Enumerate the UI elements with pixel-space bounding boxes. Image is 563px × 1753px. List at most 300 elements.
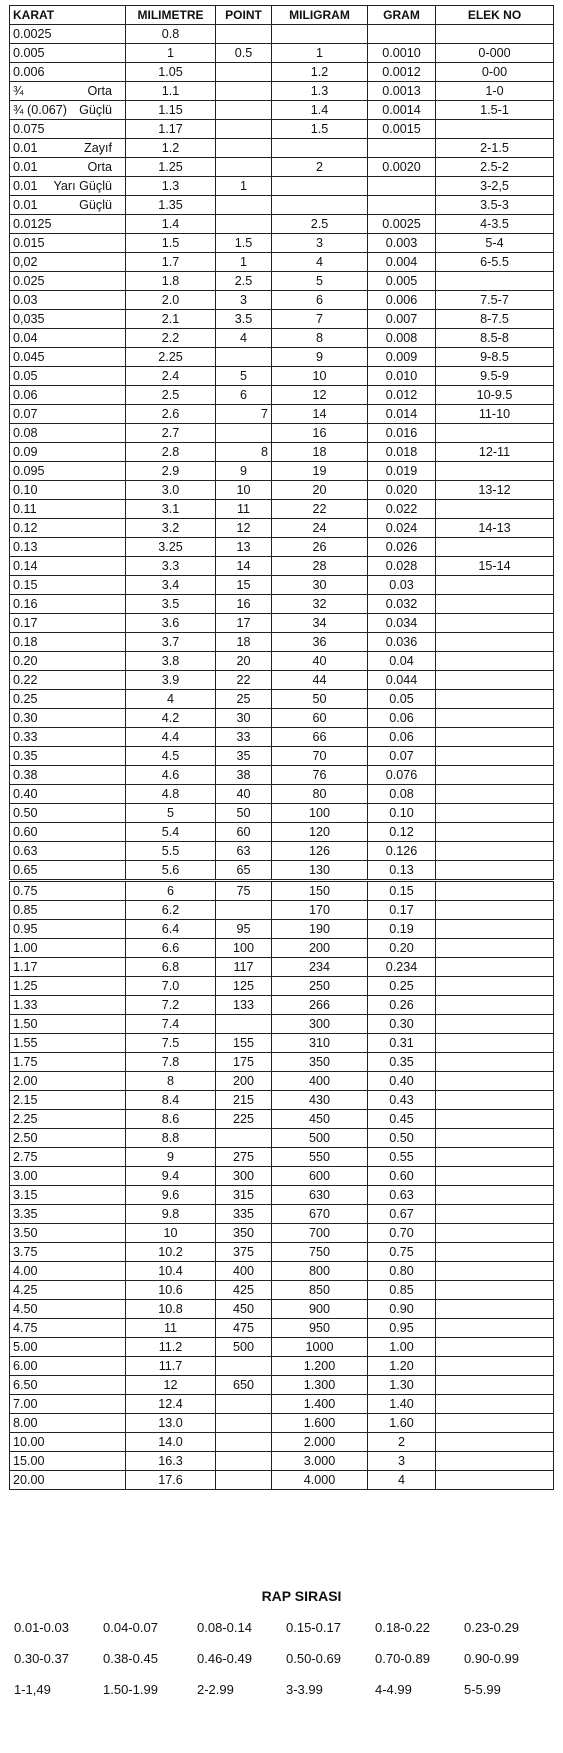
cell-gram: 0.020 xyxy=(368,481,436,500)
cell-gram: 0.126 xyxy=(368,842,436,861)
table-row xyxy=(10,1300,554,1319)
cell-karat-value: 7.00 xyxy=(13,1396,38,1411)
cell-elek-no xyxy=(436,538,554,557)
cell-elek-no xyxy=(436,1414,554,1433)
cell-point: 16 xyxy=(216,595,272,614)
cell-karat-value: 0.13 xyxy=(13,539,38,554)
table-row xyxy=(10,329,554,348)
cell-karat-value: 0.17 xyxy=(13,615,38,630)
cell-miligram: 20 xyxy=(272,481,368,500)
cell-milimetre: 1.4 xyxy=(126,215,216,234)
cell-miligram: 800 xyxy=(272,1262,368,1281)
cell-gram: 0.026 xyxy=(368,538,436,557)
cell-karat-value: 0,02 xyxy=(13,254,38,269)
cell-miligram: 5 xyxy=(272,272,368,291)
rap-title: RAP SIRASI xyxy=(261,1588,342,1604)
cell-milimetre: 7.8 xyxy=(126,1053,216,1072)
cell-gram: 0.044 xyxy=(368,671,436,690)
table-row xyxy=(10,253,554,272)
cell-karat xyxy=(10,1034,126,1053)
cell-karat-value: 0.03 xyxy=(13,292,38,307)
cell-point: 63 xyxy=(216,842,272,861)
cell-karat-value: 0.08 xyxy=(13,425,38,440)
cell-point: 95 xyxy=(216,920,272,939)
cell-karat xyxy=(10,25,126,44)
cell-gram: 0.17 xyxy=(368,901,436,920)
cell-miligram: 1.600 xyxy=(272,1414,368,1433)
cell-gram: 0.08 xyxy=(368,785,436,804)
cell-elek-no: 11-10 xyxy=(436,405,554,424)
cell-milimetre: 3.4 xyxy=(126,576,216,595)
cell-gram: 0.012 xyxy=(368,386,436,405)
table-row xyxy=(10,177,554,196)
cell-milimetre: 11 xyxy=(126,1319,216,1338)
table-row xyxy=(10,576,554,595)
cell-milimetre: 8 xyxy=(126,1072,216,1091)
cell-milimetre: 3.1 xyxy=(126,500,216,519)
cell-karat xyxy=(10,500,126,519)
cell-karat-value: 1.50 xyxy=(13,1016,38,1031)
cell-point: 1 xyxy=(216,253,272,272)
cell-point: 7 xyxy=(216,405,272,424)
table-row xyxy=(10,424,554,443)
cell-milimetre: 2.4 xyxy=(126,367,216,386)
cell-elek-no xyxy=(436,690,554,709)
table-row xyxy=(10,1376,554,1395)
table-row xyxy=(10,804,554,823)
cell-milimetre: 5.6 xyxy=(126,861,216,881)
cell-miligram: 670 xyxy=(272,1205,368,1224)
cell-point: 10 xyxy=(216,481,272,500)
cell-elek-no: 8-7.5 xyxy=(436,310,554,329)
cell-point: 1 xyxy=(216,177,272,196)
cell-milimetre: 1.1 xyxy=(126,82,216,101)
cell-milimetre: 4.5 xyxy=(126,747,216,766)
cell-karat-value: 3.15 xyxy=(13,1187,38,1202)
cell-elek-no xyxy=(436,996,554,1015)
cell-point: 3 xyxy=(216,291,272,310)
cell-karat-value: 0.85 xyxy=(13,902,38,917)
cell-gram: 0.43 xyxy=(368,1091,436,1110)
cell-milimetre: 1.15 xyxy=(126,101,216,120)
conversion-sheet xyxy=(9,5,553,1490)
cell-point: 13 xyxy=(216,538,272,557)
table-row xyxy=(10,139,554,158)
cell-point xyxy=(216,196,272,215)
cell-karat xyxy=(10,652,126,671)
cell-gram: 0.0013 xyxy=(368,82,436,101)
cell-gram: 0.0025 xyxy=(368,215,436,234)
cell-milimetre: 4.6 xyxy=(126,766,216,785)
cell-gram: 2 xyxy=(368,1433,436,1452)
cell-karat-value: 0.09 xyxy=(13,444,38,459)
cell-milimetre: 1.7 xyxy=(126,253,216,272)
cell-karat-quality: Güçlü xyxy=(79,102,112,117)
cell-elek-no xyxy=(436,595,554,614)
cell-point: 0.5 xyxy=(216,44,272,63)
cell-miligram: 16 xyxy=(272,424,368,443)
cell-karat-value: 0.025 xyxy=(13,273,45,288)
cell-elek-no xyxy=(436,614,554,633)
cell-elek-no: 3.5-3 xyxy=(436,196,554,215)
cell-gram: 0.009 xyxy=(368,348,436,367)
rap-row xyxy=(0,1620,563,1635)
table-row xyxy=(10,196,554,215)
cell-miligram: 4.000 xyxy=(272,1471,368,1490)
header-elek-no: ELEK NO xyxy=(436,6,554,25)
cell-gram xyxy=(368,177,436,196)
cell-elek-no xyxy=(436,1395,554,1414)
cell-point: 117 xyxy=(216,958,272,977)
cell-miligram: 126 xyxy=(272,842,368,861)
cell-miligram: 400 xyxy=(272,1072,368,1091)
cell-point: 50 xyxy=(216,804,272,823)
cell-elek-no: 9-8.5 xyxy=(436,348,554,367)
cell-milimetre: 1.25 xyxy=(126,158,216,177)
cell-gram: 0.034 xyxy=(368,614,436,633)
table-row xyxy=(10,1186,554,1205)
cell-point: 3.5 xyxy=(216,310,272,329)
cell-milimetre: 6.4 xyxy=(126,920,216,939)
cell-karat xyxy=(10,996,126,1015)
cell-karat xyxy=(10,291,126,310)
cell-elek-no xyxy=(436,1376,554,1395)
cell-point: 133 xyxy=(216,996,272,1015)
cell-elek-no xyxy=(436,633,554,652)
cell-miligram: 3 xyxy=(272,234,368,253)
cell-milimetre: 1.35 xyxy=(126,196,216,215)
cell-miligram: 10 xyxy=(272,367,368,386)
cell-miligram: 28 xyxy=(272,557,368,576)
cell-point: 6 xyxy=(216,386,272,405)
cell-miligram: 1.3 xyxy=(272,82,368,101)
cell-karat xyxy=(10,901,126,920)
cell-karat xyxy=(10,1224,126,1243)
cell-gram: 0.028 xyxy=(368,557,436,576)
cell-karat-value: 0.045 xyxy=(13,349,45,364)
cell-elek-no xyxy=(436,652,554,671)
table-row xyxy=(10,1110,554,1129)
cell-milimetre: 11.7 xyxy=(126,1357,216,1376)
cell-elek-no: 5-4 xyxy=(436,234,554,253)
cell-karat xyxy=(10,1281,126,1300)
cell-karat-value: 0.18 xyxy=(13,634,38,649)
cell-karat-value: 0.35 xyxy=(13,748,38,763)
cell-miligram: 500 xyxy=(272,1129,368,1148)
cell-gram: 0.014 xyxy=(368,405,436,424)
cell-milimetre: 2.7 xyxy=(126,424,216,443)
cell-miligram: 26 xyxy=(272,538,368,557)
rap-range: 0.70-0.89 xyxy=(375,1651,430,1666)
cell-elek-no xyxy=(436,1471,554,1490)
cell-milimetre: 5 xyxy=(126,804,216,823)
cell-point xyxy=(216,424,272,443)
cell-milimetre: 9 xyxy=(126,1148,216,1167)
cell-karat-value: 0.14 xyxy=(13,558,38,573)
cell-karat xyxy=(10,614,126,633)
cell-karat-value: 6.00 xyxy=(13,1358,38,1373)
cell-karat-value: 0.0025 xyxy=(13,26,52,41)
cell-gram: 0.024 xyxy=(368,519,436,538)
cell-miligram: 8 xyxy=(272,329,368,348)
cell-karat-value: 0.75 xyxy=(13,883,38,898)
cell-gram: 1.40 xyxy=(368,1395,436,1414)
cell-point xyxy=(216,1414,272,1433)
cell-karat-value: 0.16 xyxy=(13,596,38,611)
cell-elek-no: 2-1.5 xyxy=(436,139,554,158)
cell-karat-value: 6.50 xyxy=(13,1377,38,1392)
cell-elek-no xyxy=(436,709,554,728)
cell-miligram: 76 xyxy=(272,766,368,785)
cell-gram: 0.007 xyxy=(368,310,436,329)
cell-miligram: 450 xyxy=(272,1110,368,1129)
rap-row xyxy=(0,1651,563,1666)
cell-karat xyxy=(10,842,126,861)
cell-karat-value: 0.25 xyxy=(13,691,38,706)
cell-milimetre: 9.8 xyxy=(126,1205,216,1224)
table-row xyxy=(10,25,554,44)
cell-point: 200 xyxy=(216,1072,272,1091)
table-row xyxy=(10,82,554,101)
cell-miligram: 18 xyxy=(272,443,368,462)
cell-gram xyxy=(368,196,436,215)
cell-elek-no xyxy=(436,500,554,519)
cell-elek-no xyxy=(436,1357,554,1376)
cell-milimetre: 3.6 xyxy=(126,614,216,633)
cell-elek-no xyxy=(436,1148,554,1167)
table-row xyxy=(10,462,554,481)
cell-karat-value: 1.55 xyxy=(13,1035,38,1050)
cell-miligram: 550 xyxy=(272,1148,368,1167)
cell-gram: 0.30 xyxy=(368,1015,436,1034)
cell-karat-value: 8.00 xyxy=(13,1415,38,1430)
cell-gram: 0.0020 xyxy=(368,158,436,177)
cell-point: 9 xyxy=(216,462,272,481)
cell-karat xyxy=(10,1452,126,1471)
cell-gram: 0.022 xyxy=(368,500,436,519)
cell-karat-value: ¾ (0.067) xyxy=(13,102,67,117)
cell-point: 650 xyxy=(216,1376,272,1395)
cell-karat-value: 0.22 xyxy=(13,672,38,687)
cell-milimetre: 10 xyxy=(126,1224,216,1243)
cell-gram: 0.95 xyxy=(368,1319,436,1338)
table-row xyxy=(10,1414,554,1433)
table-row xyxy=(10,939,554,958)
cell-karat-value: 0.04 xyxy=(13,330,38,345)
cell-point: 12 xyxy=(216,519,272,538)
cell-miligram: 24 xyxy=(272,519,368,538)
table-row xyxy=(10,1452,554,1471)
table-row xyxy=(10,1053,554,1072)
cell-gram: 1.00 xyxy=(368,1338,436,1357)
cell-karat xyxy=(10,977,126,996)
cell-elek-no xyxy=(436,576,554,595)
cell-karat xyxy=(10,1395,126,1414)
cell-gram xyxy=(368,139,436,158)
cell-karat xyxy=(10,1433,126,1452)
cell-elek-no: 0-000 xyxy=(436,44,554,63)
cell-miligram: 70 xyxy=(272,747,368,766)
cell-karat xyxy=(10,958,126,977)
table-row xyxy=(10,1433,554,1452)
cell-miligram: 40 xyxy=(272,652,368,671)
cell-point: 155 xyxy=(216,1034,272,1053)
cell-elek-no xyxy=(436,424,554,443)
header-gram: GRAM xyxy=(368,6,436,25)
cell-miligram: 14 xyxy=(272,405,368,424)
cell-elek-no xyxy=(436,1243,554,1262)
table-row xyxy=(10,1471,554,1490)
cell-point: 450 xyxy=(216,1300,272,1319)
table-row xyxy=(10,1243,554,1262)
cell-karat-value: 0.01 xyxy=(13,159,38,174)
cell-miligram: 266 xyxy=(272,996,368,1015)
cell-point xyxy=(216,25,272,44)
table-row xyxy=(10,747,554,766)
cell-karat-value: 0.63 xyxy=(13,843,38,858)
cell-miligram: 850 xyxy=(272,1281,368,1300)
table-body xyxy=(10,25,554,1490)
cell-karat xyxy=(10,595,126,614)
cell-milimetre: 16.3 xyxy=(126,1452,216,1471)
cell-gram: 0.25 xyxy=(368,977,436,996)
cell-milimetre: 10.2 xyxy=(126,1243,216,1262)
cell-gram: 0.004 xyxy=(368,253,436,272)
table-row xyxy=(10,1224,554,1243)
cell-karat-value: 2.25 xyxy=(13,1111,38,1126)
cell-point: 100 xyxy=(216,939,272,958)
cell-miligram: 2.000 xyxy=(272,1433,368,1452)
cell-karat xyxy=(10,386,126,405)
cell-gram: 0.03 xyxy=(368,576,436,595)
cell-point: 2.5 xyxy=(216,272,272,291)
cell-milimetre: 1.5 xyxy=(126,234,216,253)
cell-milimetre: 5.5 xyxy=(126,842,216,861)
cell-karat xyxy=(10,101,126,120)
cell-milimetre: 1.8 xyxy=(126,272,216,291)
cell-karat-value: 1.25 xyxy=(13,978,38,993)
cell-point: 15 xyxy=(216,576,272,595)
cell-karat-value: 0.075 xyxy=(13,121,45,136)
cell-point: 75 xyxy=(216,881,272,901)
cell-karat-value: 0.06 xyxy=(13,387,38,402)
cell-gram: 0.006 xyxy=(368,291,436,310)
cell-karat xyxy=(10,804,126,823)
cell-gram: 0.50 xyxy=(368,1129,436,1148)
cell-miligram: 6 xyxy=(272,291,368,310)
rap-range: 3-3.99 xyxy=(286,1682,323,1697)
cell-karat-value: 3.00 xyxy=(13,1168,38,1183)
cell-karat-quality: Güçlü xyxy=(79,197,112,212)
cell-karat xyxy=(10,443,126,462)
rap-range: 5-5.99 xyxy=(464,1682,501,1697)
cell-miligram: 234 xyxy=(272,958,368,977)
cell-karat-value: 0.12 xyxy=(13,520,38,535)
cell-miligram: 2.5 xyxy=(272,215,368,234)
cell-elek-no xyxy=(436,671,554,690)
cell-elek-no: 7.5-7 xyxy=(436,291,554,310)
cell-milimetre: 8.6 xyxy=(126,1110,216,1129)
cell-point: 275 xyxy=(216,1148,272,1167)
cell-milimetre: 2.2 xyxy=(126,329,216,348)
cell-karat xyxy=(10,234,126,253)
cell-karat xyxy=(10,1167,126,1186)
cell-elek-no xyxy=(436,1053,554,1072)
cell-miligram: 100 xyxy=(272,804,368,823)
table-row xyxy=(10,1319,554,1338)
cell-milimetre: 1.05 xyxy=(126,63,216,82)
cell-milimetre: 8.8 xyxy=(126,1129,216,1148)
cell-point: 35 xyxy=(216,747,272,766)
cell-milimetre: 2.1 xyxy=(126,310,216,329)
cell-milimetre: 3.0 xyxy=(126,481,216,500)
table-row xyxy=(10,63,554,82)
cell-point xyxy=(216,1129,272,1148)
cell-miligram: 2 xyxy=(272,158,368,177)
table-row xyxy=(10,519,554,538)
cell-elek-no xyxy=(436,842,554,861)
cell-elek-no xyxy=(436,1205,554,1224)
cell-elek-no xyxy=(436,747,554,766)
cell-point: 500 xyxy=(216,1338,272,1357)
cell-karat xyxy=(10,1091,126,1110)
table-row xyxy=(10,120,554,139)
cell-point: 65 xyxy=(216,861,272,881)
cell-karat-value: 0.005 xyxy=(13,45,45,60)
cell-elek-no xyxy=(436,1338,554,1357)
cell-point: 335 xyxy=(216,1205,272,1224)
rap-range: 0.46-0.49 xyxy=(197,1651,252,1666)
cell-gram: 0.05 xyxy=(368,690,436,709)
table-row xyxy=(10,405,554,424)
cell-karat xyxy=(10,120,126,139)
cell-miligram: 9 xyxy=(272,348,368,367)
cell-karat-value: 0.38 xyxy=(13,767,38,782)
cell-elek-no xyxy=(436,977,554,996)
cell-elek-no xyxy=(436,1262,554,1281)
cell-miligram: 200 xyxy=(272,939,368,958)
cell-karat xyxy=(10,310,126,329)
cell-karat xyxy=(10,920,126,939)
cell-miligram: 1.300 xyxy=(272,1376,368,1395)
table-row xyxy=(10,44,554,63)
cell-karat-value: 0.07 xyxy=(13,406,38,421)
cell-point: 11 xyxy=(216,500,272,519)
table-row xyxy=(10,709,554,728)
table-row xyxy=(10,158,554,177)
cell-miligram: 30 xyxy=(272,576,368,595)
cell-gram: 0.005 xyxy=(368,272,436,291)
cell-miligram: 300 xyxy=(272,1015,368,1034)
cell-miligram: 600 xyxy=(272,1167,368,1186)
cell-miligram: 700 xyxy=(272,1224,368,1243)
cell-gram: 0.036 xyxy=(368,633,436,652)
cell-karat-value: 1.17 xyxy=(13,959,38,974)
cell-point: 22 xyxy=(216,671,272,690)
cell-milimetre: 6.6 xyxy=(126,939,216,958)
cell-karat-value: ¾ xyxy=(13,83,24,98)
cell-gram: 0.0014 xyxy=(368,101,436,120)
cell-elek-no xyxy=(436,1034,554,1053)
cell-karat xyxy=(10,538,126,557)
cell-karat xyxy=(10,1376,126,1395)
cell-karat xyxy=(10,1338,126,1357)
cell-karat-value: 0.60 xyxy=(13,824,38,839)
cell-karat-value: 0.15 xyxy=(13,577,38,592)
cell-milimetre: 2.5 xyxy=(126,386,216,405)
cell-milimetre: 9.6 xyxy=(126,1186,216,1205)
table-row xyxy=(10,614,554,633)
